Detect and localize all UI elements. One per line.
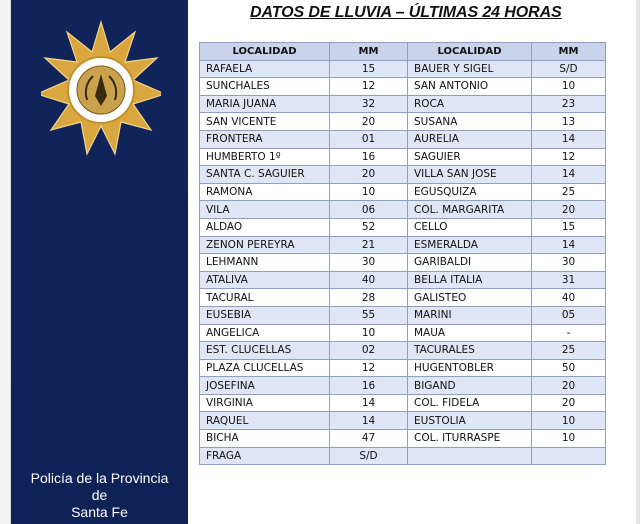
cell-mm-1: 47 <box>330 430 408 448</box>
table-row <box>200 412 606 430</box>
page-right-edge <box>636 0 640 524</box>
table-row <box>200 166 606 184</box>
cell-localidad-2: SAGUIER <box>408 148 532 166</box>
cell-mm-1: 20 <box>330 166 408 184</box>
page-left-edge <box>0 0 11 524</box>
cell-localidad-2 <box>408 447 532 465</box>
cell-mm-1: S/D <box>330 447 408 465</box>
cell-localidad-1: VIRGINIA <box>200 394 330 412</box>
cell-mm-2: 23 <box>532 95 606 113</box>
cell-localidad-1: MARIA JUANA <box>200 95 330 113</box>
cell-mm-2 <box>532 447 606 465</box>
cell-localidad-2: BAUER Y SIGEL <box>408 60 532 78</box>
cell-mm-2: 25 <box>532 183 606 201</box>
cell-localidad-2: COL. MARGARITA <box>408 201 532 219</box>
cell-localidad-2: ROCA <box>408 95 532 113</box>
table-row <box>200 236 606 254</box>
table-row <box>200 430 606 448</box>
cell-mm-1: 28 <box>330 289 408 307</box>
cell-localidad-1: EUSEBIA <box>200 306 330 324</box>
cell-localidad-1: HUMBERTO 1º <box>200 148 330 166</box>
cell-mm-1: 40 <box>330 271 408 289</box>
cell-localidad-1: FRONTERA <box>200 130 330 148</box>
table-row <box>200 254 606 272</box>
cell-localidad-1: TACURAL <box>200 289 330 307</box>
cell-mm-1: 21 <box>330 236 408 254</box>
cell-mm-2: 12 <box>532 148 606 166</box>
cell-mm-2: - <box>532 324 606 342</box>
cell-localidad-1: SUNCHALES <box>200 78 330 96</box>
rainfall-table <box>199 42 606 465</box>
cell-localidad-1: EST. CLUCELLAS <box>200 342 330 360</box>
cell-localidad-1: FRAGA <box>200 447 330 465</box>
cell-mm-2: 10 <box>532 412 606 430</box>
sidebar-panel <box>11 0 188 524</box>
cell-localidad-1: JOSEFINA <box>200 377 330 395</box>
table-row <box>200 289 606 307</box>
police-star-emblem <box>41 20 161 162</box>
cell-localidad-2: AURELIA <box>408 130 532 148</box>
cell-mm-1: 14 <box>330 412 408 430</box>
cell-mm-2: 05 <box>532 306 606 324</box>
cell-localidad-2: SAN ANTONIO <box>408 78 532 96</box>
cell-mm-1: 14 <box>330 394 408 412</box>
cell-mm-1: 20 <box>330 113 408 131</box>
cell-mm-1: 32 <box>330 95 408 113</box>
cell-localidad-2: BELLA ITALIA <box>408 271 532 289</box>
table-row <box>200 342 606 360</box>
cell-localidad-2: GALISTEO <box>408 289 532 307</box>
header-mm-1: MM <box>330 43 408 61</box>
cell-mm-1: 16 <box>330 148 408 166</box>
cell-localidad-1: PLAZA CLUCELLAS <box>200 359 330 377</box>
cell-localidad-2: SUSANA <box>408 113 532 131</box>
table-row <box>200 324 606 342</box>
cell-mm-1: 30 <box>330 254 408 272</box>
cell-localidad-1: LEHMANN <box>200 254 330 272</box>
table-row <box>200 271 606 289</box>
cell-localidad-2: EGUSQUIZA <box>408 183 532 201</box>
organization-name <box>11 470 188 521</box>
cell-mm-2: 14 <box>532 166 606 184</box>
cell-localidad-1: SANTA C. SAGUIER <box>200 166 330 184</box>
table-row <box>200 377 606 395</box>
cell-localidad-2: ESMERALDA <box>408 236 532 254</box>
cell-localidad-1: SAN VICENTE <box>200 113 330 131</box>
cell-mm-2: 25 <box>532 342 606 360</box>
cell-mm-1: 02 <box>330 342 408 360</box>
cell-localidad-2: COL. ITURRASPE <box>408 430 532 448</box>
cell-localidad-1: ATALIVA <box>200 271 330 289</box>
cell-localidad-2: VILLA SAN JOSE <box>408 166 532 184</box>
cell-mm-2: 14 <box>532 130 606 148</box>
cell-localidad-2: EUSTOLIA <box>408 412 532 430</box>
table-header-row <box>200 43 606 61</box>
cell-mm-2: 30 <box>532 254 606 272</box>
cell-localidad-2: MARINI <box>408 306 532 324</box>
cell-mm-2: 10 <box>532 430 606 448</box>
cell-mm-2: S/D <box>532 60 606 78</box>
cell-mm-2: 14 <box>532 236 606 254</box>
cell-localidad-2: TACURALES <box>408 342 532 360</box>
cell-localidad-2: MAUA <box>408 324 532 342</box>
cell-mm-1: 52 <box>330 218 408 236</box>
cell-mm-1: 10 <box>330 324 408 342</box>
cell-mm-1: 06 <box>330 201 408 219</box>
org-line-1: Policía de la Provincia <box>30 470 169 486</box>
cell-mm-1: 12 <box>330 78 408 96</box>
table-row <box>200 359 606 377</box>
cell-localidad-2: BIGAND <box>408 377 532 395</box>
cell-mm-2: 15 <box>532 218 606 236</box>
table-row <box>200 183 606 201</box>
org-line-2: de <box>91 487 108 503</box>
cell-mm-1: 16 <box>330 377 408 395</box>
cell-mm-2: 13 <box>532 113 606 131</box>
cell-localidad-1: ZENON PEREYRA <box>200 236 330 254</box>
table-row <box>200 201 606 219</box>
org-line-3: Santa Fe <box>71 504 128 520</box>
cell-mm-2: 20 <box>532 201 606 219</box>
cell-localidad-1: ALDAO <box>200 218 330 236</box>
cell-localidad-2: COL. FIDELA <box>408 394 532 412</box>
table-row <box>200 148 606 166</box>
cell-localidad-1: BICHA <box>200 430 330 448</box>
table-row <box>200 394 606 412</box>
cell-localidad-1: RAQUEL <box>200 412 330 430</box>
cell-mm-2: 20 <box>532 394 606 412</box>
cell-mm-2: 50 <box>532 359 606 377</box>
cell-mm-1: 12 <box>330 359 408 377</box>
header-mm-2: MM <box>532 43 606 61</box>
header-localidad-2: LOCALIDAD <box>408 43 532 61</box>
table-row <box>200 218 606 236</box>
cell-localidad-2: GARIBALDI <box>408 254 532 272</box>
cell-localidad-1: ANGELICA <box>200 324 330 342</box>
cell-localidad-2: HUGENTOBLER <box>408 359 532 377</box>
table-row <box>200 60 606 78</box>
cell-mm-2: 40 <box>532 289 606 307</box>
cell-mm-1: 01 <box>330 130 408 148</box>
cell-mm-1: 10 <box>330 183 408 201</box>
cell-mm-2: 10 <box>532 78 606 96</box>
header-localidad-1: LOCALIDAD <box>200 43 330 61</box>
table-row <box>200 113 606 131</box>
table-row <box>200 306 606 324</box>
cell-localidad-1: RAFAELA <box>200 60 330 78</box>
table-row <box>200 95 606 113</box>
cell-localidad-2: CELLO <box>408 218 532 236</box>
table-row <box>200 78 606 96</box>
table-row <box>200 130 606 148</box>
cell-mm-2: 20 <box>532 377 606 395</box>
table-row <box>200 447 606 465</box>
cell-mm-1: 55 <box>330 306 408 324</box>
cell-mm-1: 15 <box>330 60 408 78</box>
cell-localidad-1: RAMONA <box>200 183 330 201</box>
cell-mm-2: 31 <box>532 271 606 289</box>
cell-localidad-1: VILA <box>200 201 330 219</box>
page-title: DATOS DE LLUVIA – ÚLTIMAS 24 HORAS <box>250 4 562 21</box>
